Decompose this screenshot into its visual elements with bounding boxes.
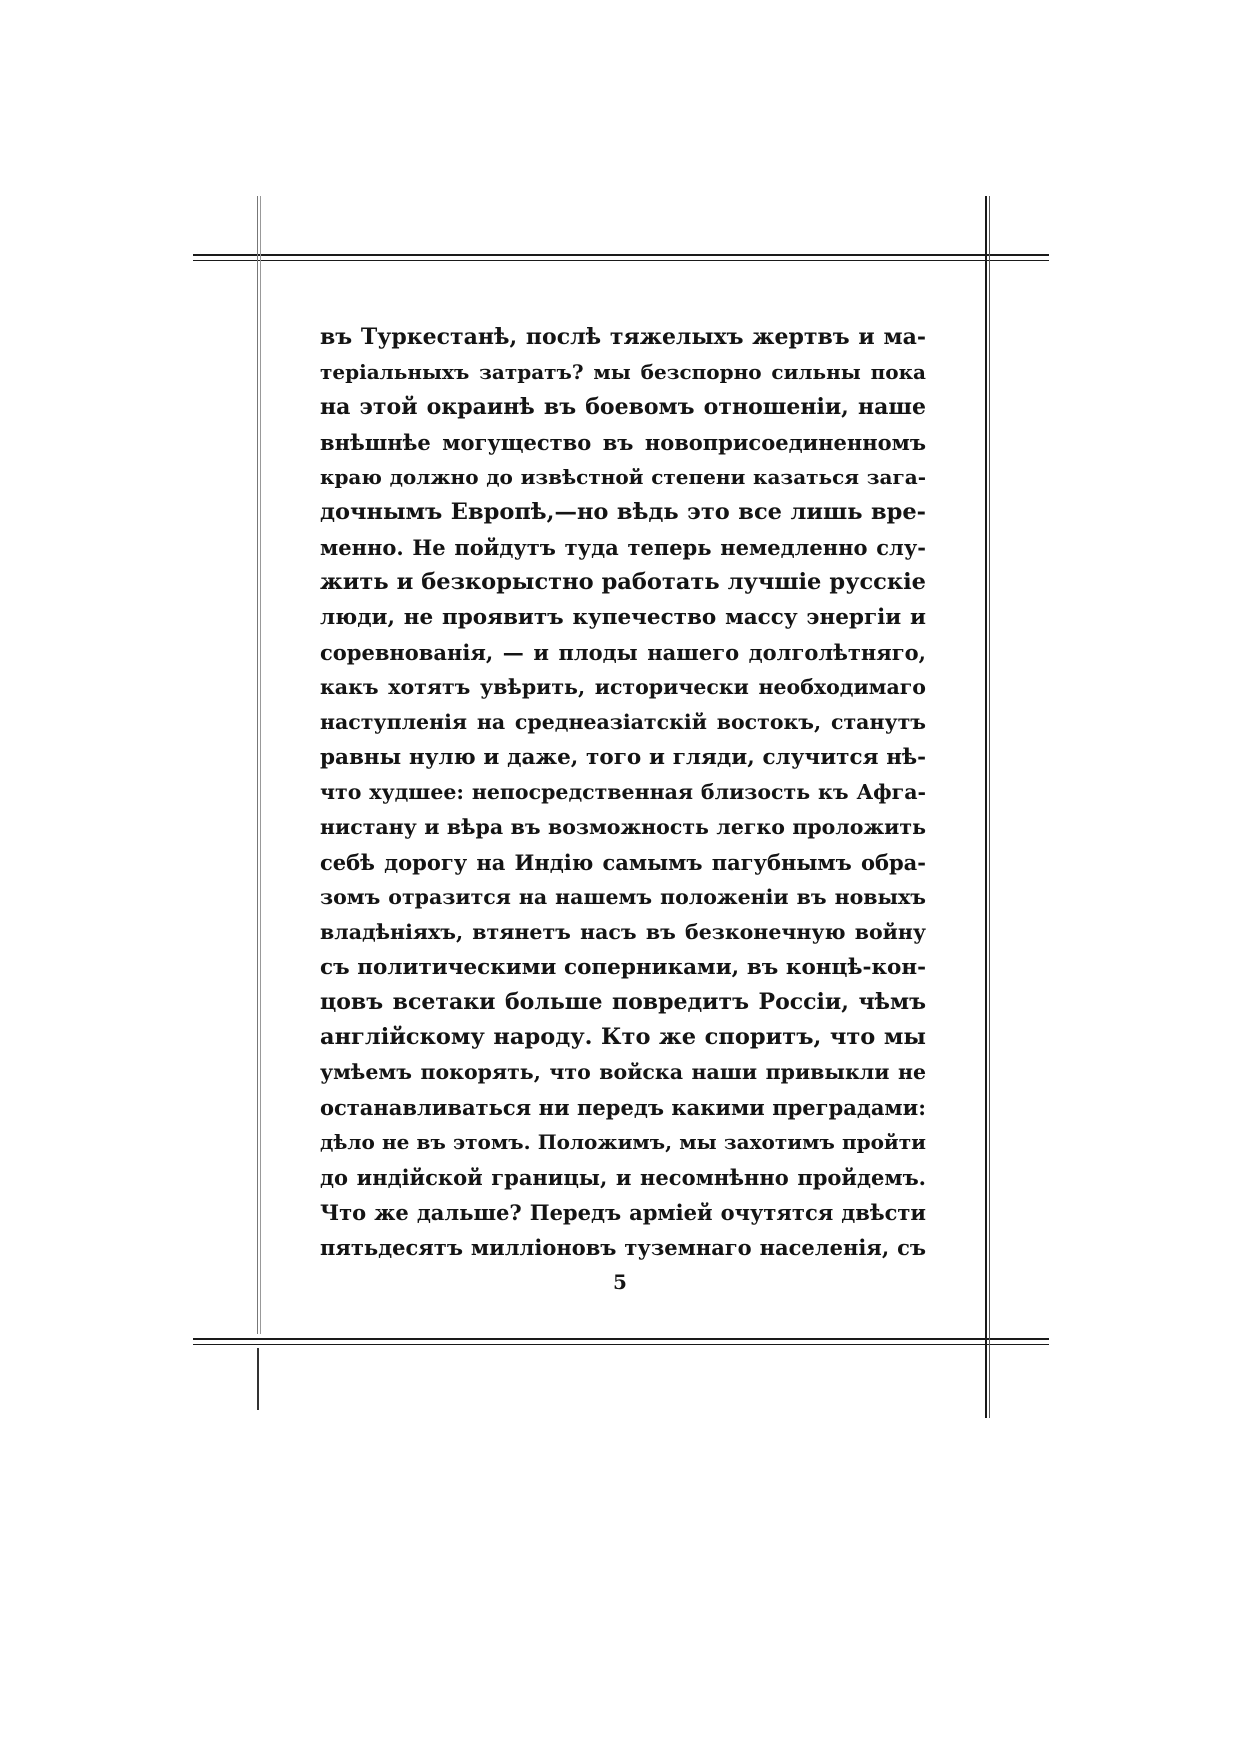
text-line: умѣемъ покорять, что войска наши привыкли не xyxy=(320,1060,926,1084)
text-line: люди, не проявитъ купечество массу энергіи и xyxy=(320,605,926,630)
top-rule-line-thin xyxy=(193,260,1049,261)
text-line: равны нулю и даже, того и гляди, случится нѣ- xyxy=(320,745,926,770)
text-line: владѣніяхъ, втянетъ насъ въ безконечную войну xyxy=(320,920,926,944)
text-line: наступленія на среднеазіатскій востокъ, станутъ xyxy=(320,710,926,734)
left-crop-mark-lower xyxy=(257,1348,259,1410)
top-rule-line xyxy=(193,254,1049,256)
text-line: съ политическими соперниками, въ концѣ-кон- xyxy=(320,955,926,980)
text-line: дочнымъ Европѣ,—но вѣдь это все лишь вре- xyxy=(320,499,926,525)
text-line: какъ хотятъ увѣрить, исторически необходимаго xyxy=(320,675,926,699)
text-line: зомъ отразится на нашемъ положеніи въ новыхъ xyxy=(320,885,926,909)
text-line: соревнованія, — и плоды нашего долголѣтняго, xyxy=(320,640,926,665)
text-line: дѣло не въ этомъ. Положимъ, мы захотимъ пройти xyxy=(320,1130,926,1154)
bottom-rule-line xyxy=(193,1338,1049,1340)
left-crop-mark-faint xyxy=(260,196,261,1334)
text-line: до индійской границы, и несомнѣнно пройдемъ. xyxy=(320,1165,926,1190)
text-line: краю должно до извѣстной степени казаться зага- xyxy=(320,465,926,489)
left-crop-mark xyxy=(257,196,258,1334)
text-line: теріальныхъ затратъ? мы безспорно сильны пока xyxy=(320,360,926,384)
text-line: англійскому народу. Кто же споритъ, что мы xyxy=(320,1024,926,1050)
text-line: внѣшнѣе могущество въ новоприсоединенномъ xyxy=(320,430,926,455)
text-line: въ Туркестанѣ, послѣ тяжелыхъ жертвъ и ма- xyxy=(320,324,926,350)
text-line: менно. Не пойдутъ туда теперь немедленно слу- xyxy=(320,535,926,560)
right-crop-mark-thin xyxy=(989,196,990,1418)
text-line: себѣ дорогу на Индію самымъ пагубнымъ обра- xyxy=(320,850,926,875)
page-number: 5 xyxy=(613,1270,627,1294)
text-line: цовъ всетаки больше повредитъ Россіи, чѣмъ xyxy=(320,989,926,1015)
text-line: Что же дальше? Передъ арміей очутятся двѣсти xyxy=(320,1200,926,1225)
text-line: что худшее: непосредственная близость къ Афга- xyxy=(320,780,926,804)
text-line: жить и безкорыстно работать лучшіе русскіе xyxy=(320,569,926,595)
text-line: останавливаться ни передъ какими преградами: xyxy=(320,1095,926,1120)
right-crop-mark xyxy=(985,196,987,1418)
text-line: нистану и вѣра въ возможность легко проложить xyxy=(320,815,926,839)
text-line: пятьдесятъ милліоновъ туземнаго населенія, съ xyxy=(320,1235,926,1260)
text-line: на этой окраинѣ въ боевомъ отношеніи, наше xyxy=(320,394,926,420)
body-text xyxy=(320,320,926,1265)
bottom-rule-line-thin xyxy=(193,1344,1049,1345)
